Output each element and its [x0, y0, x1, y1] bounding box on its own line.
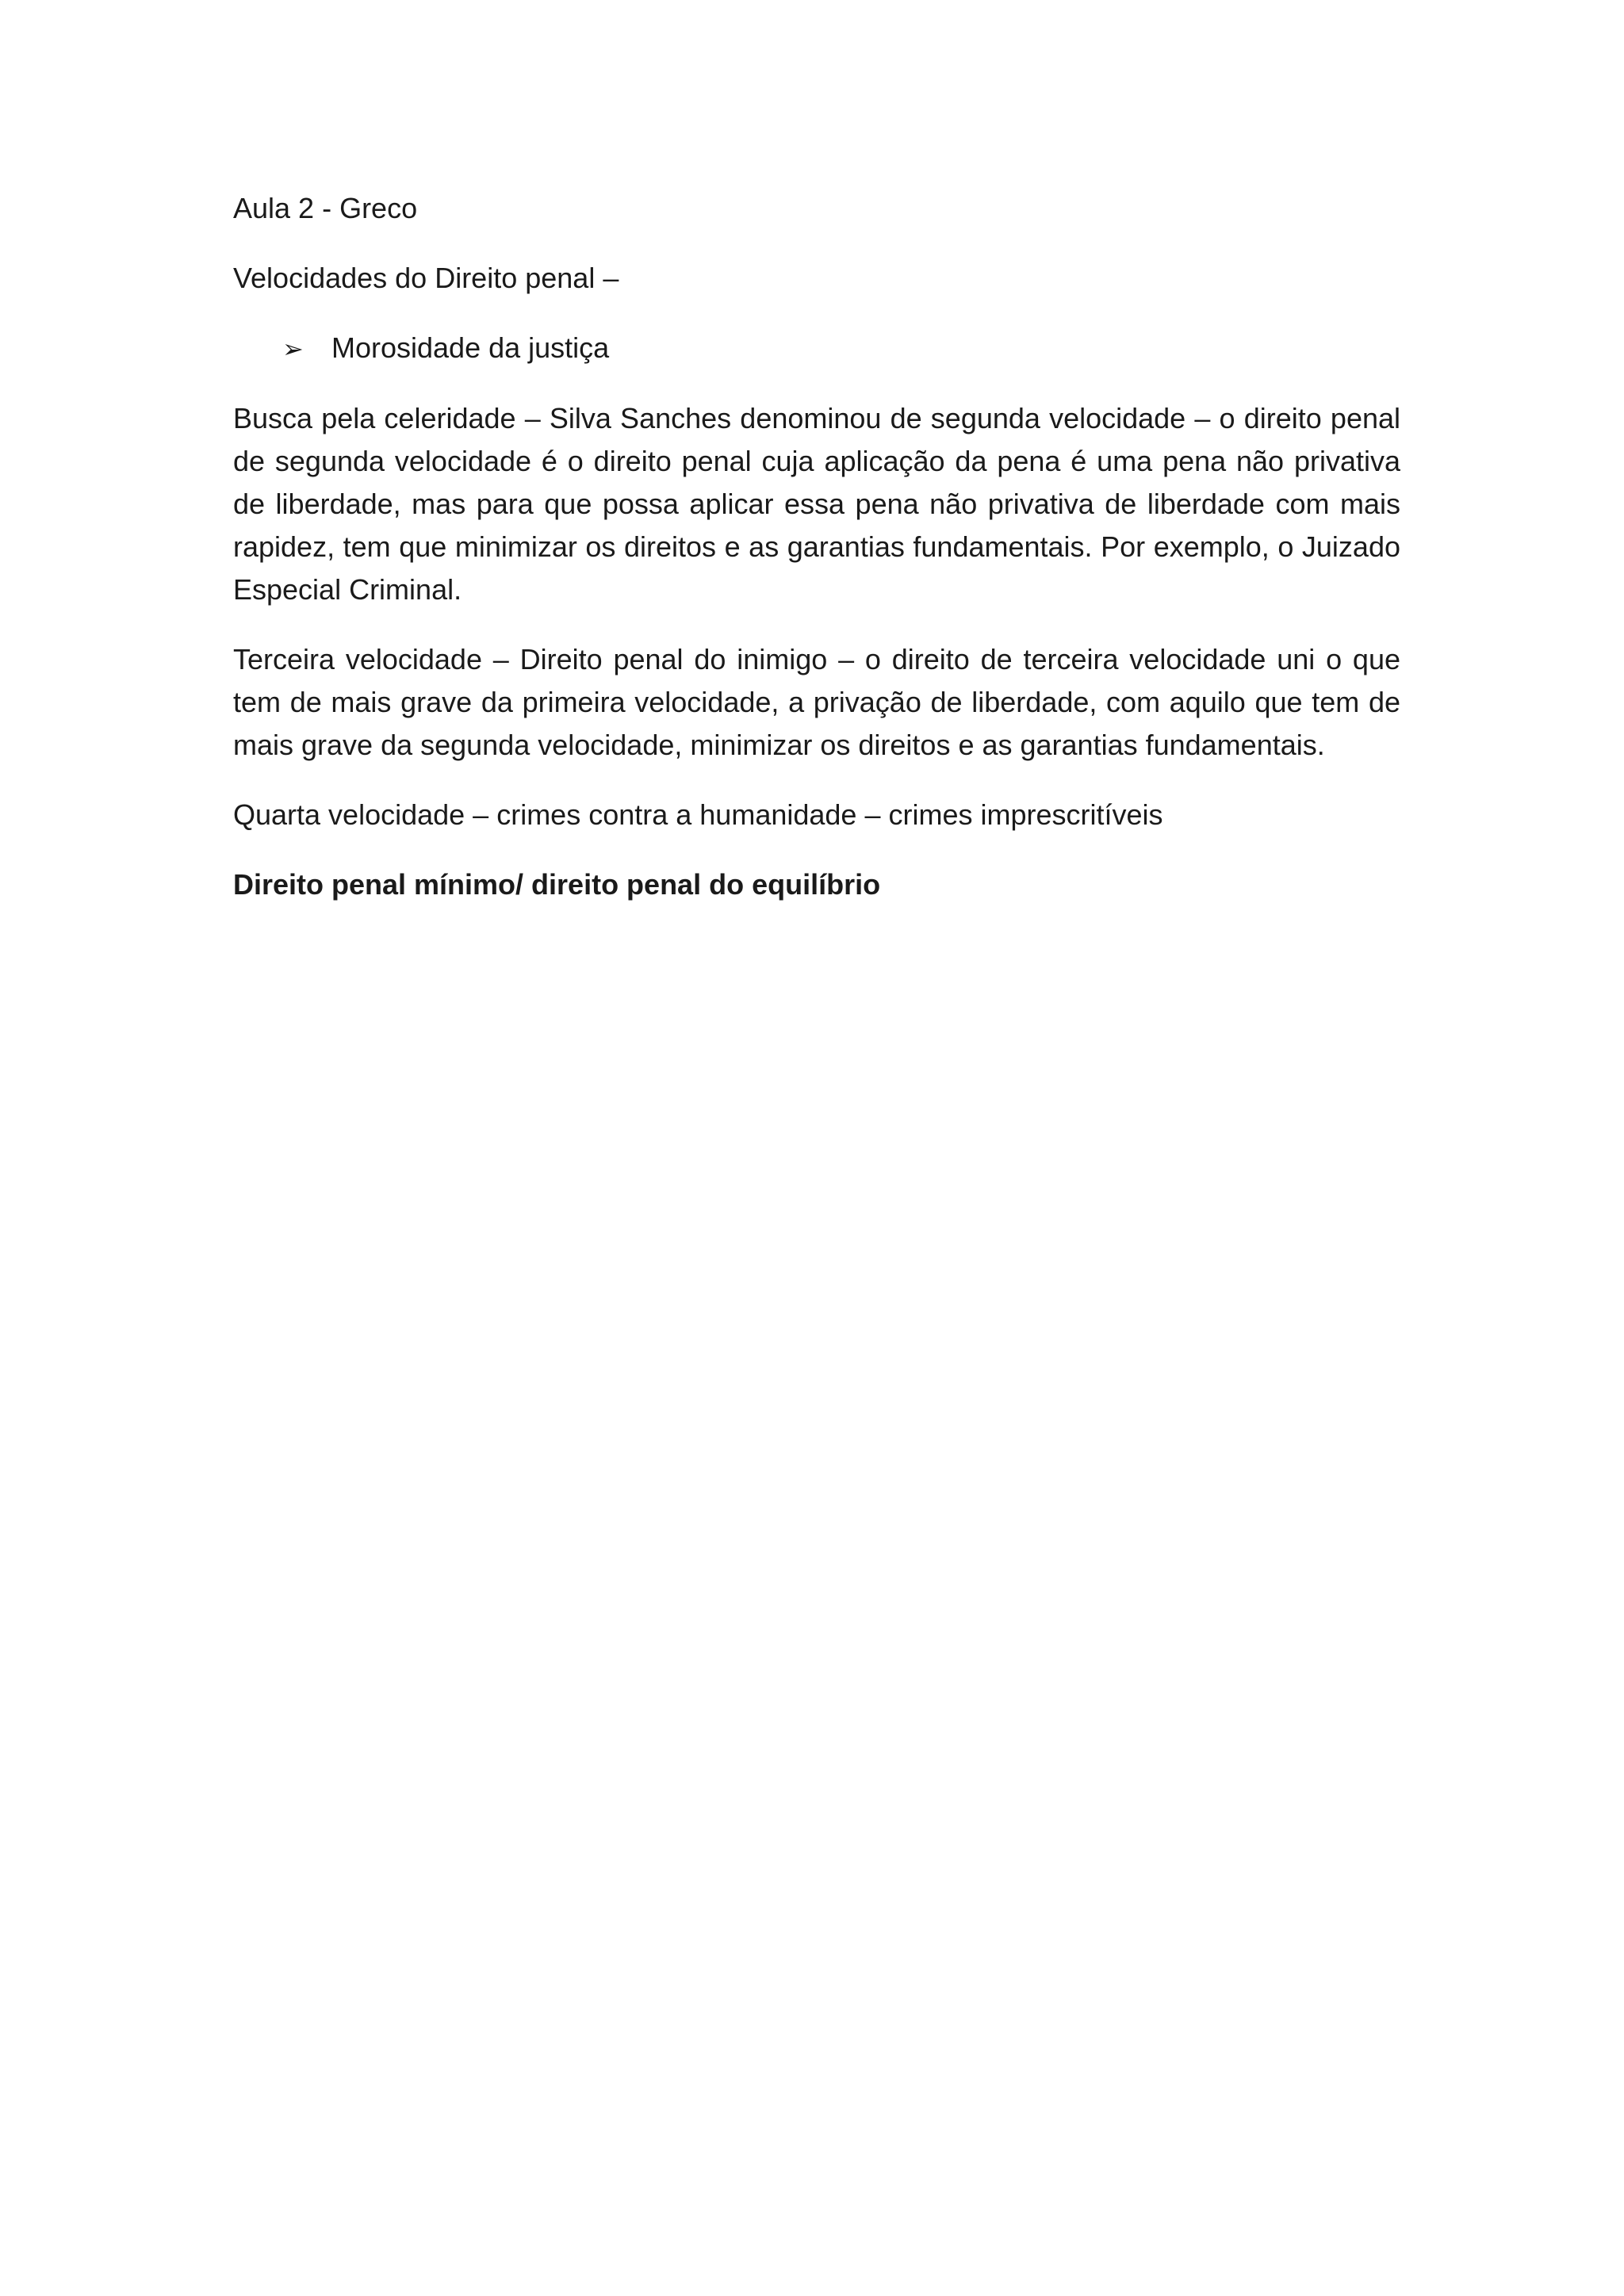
document-subheading: Velocidades do Direito penal –: [233, 262, 619, 294]
bold-line-direito-penal-minimo: Direito penal mínimo/ direito penal do equilíbrio: [233, 868, 881, 901]
paragraph-segunda-velocidade: Busca pela celeridade – Silva Sanches denominou de segunda velocidade – o direito penal de segunda velocidade é o direito penal cuja aplicação da pena é uma pena não privativa de liberdade, mas para que possa aplicar essa pena não privativa de liberdade com mais rapidez, tem que minimizar os direitos e as garantias fundamentais. Por exemplo, o Juizado Especial Criminal.: [233, 402, 1400, 606]
bullet-item: [233, 327, 1400, 370]
bullet-text: Morosidade da justiça: [331, 331, 610, 364]
paragraph-terceira-velocidade: Terceira velocidade – Direito penal do inimigo – o direito de terceira velocidade uni o que tem de mais grave da primeira velocidade, a privação de liberdade, com aquilo que tem de mais grave da segunda velocidade, minimizar os direitos e as garantias fundamentais.: [233, 643, 1400, 761]
document-body: [233, 187, 1400, 933]
document-heading: Aula 2 - Greco: [233, 192, 418, 224]
arrowhead-bullet-icon: ➢: [282, 334, 304, 364]
paragraph-quarta-velocidade: Quarta velocidade – crimes contra a humanidade – crimes imprescritíveis: [233, 798, 1163, 831]
